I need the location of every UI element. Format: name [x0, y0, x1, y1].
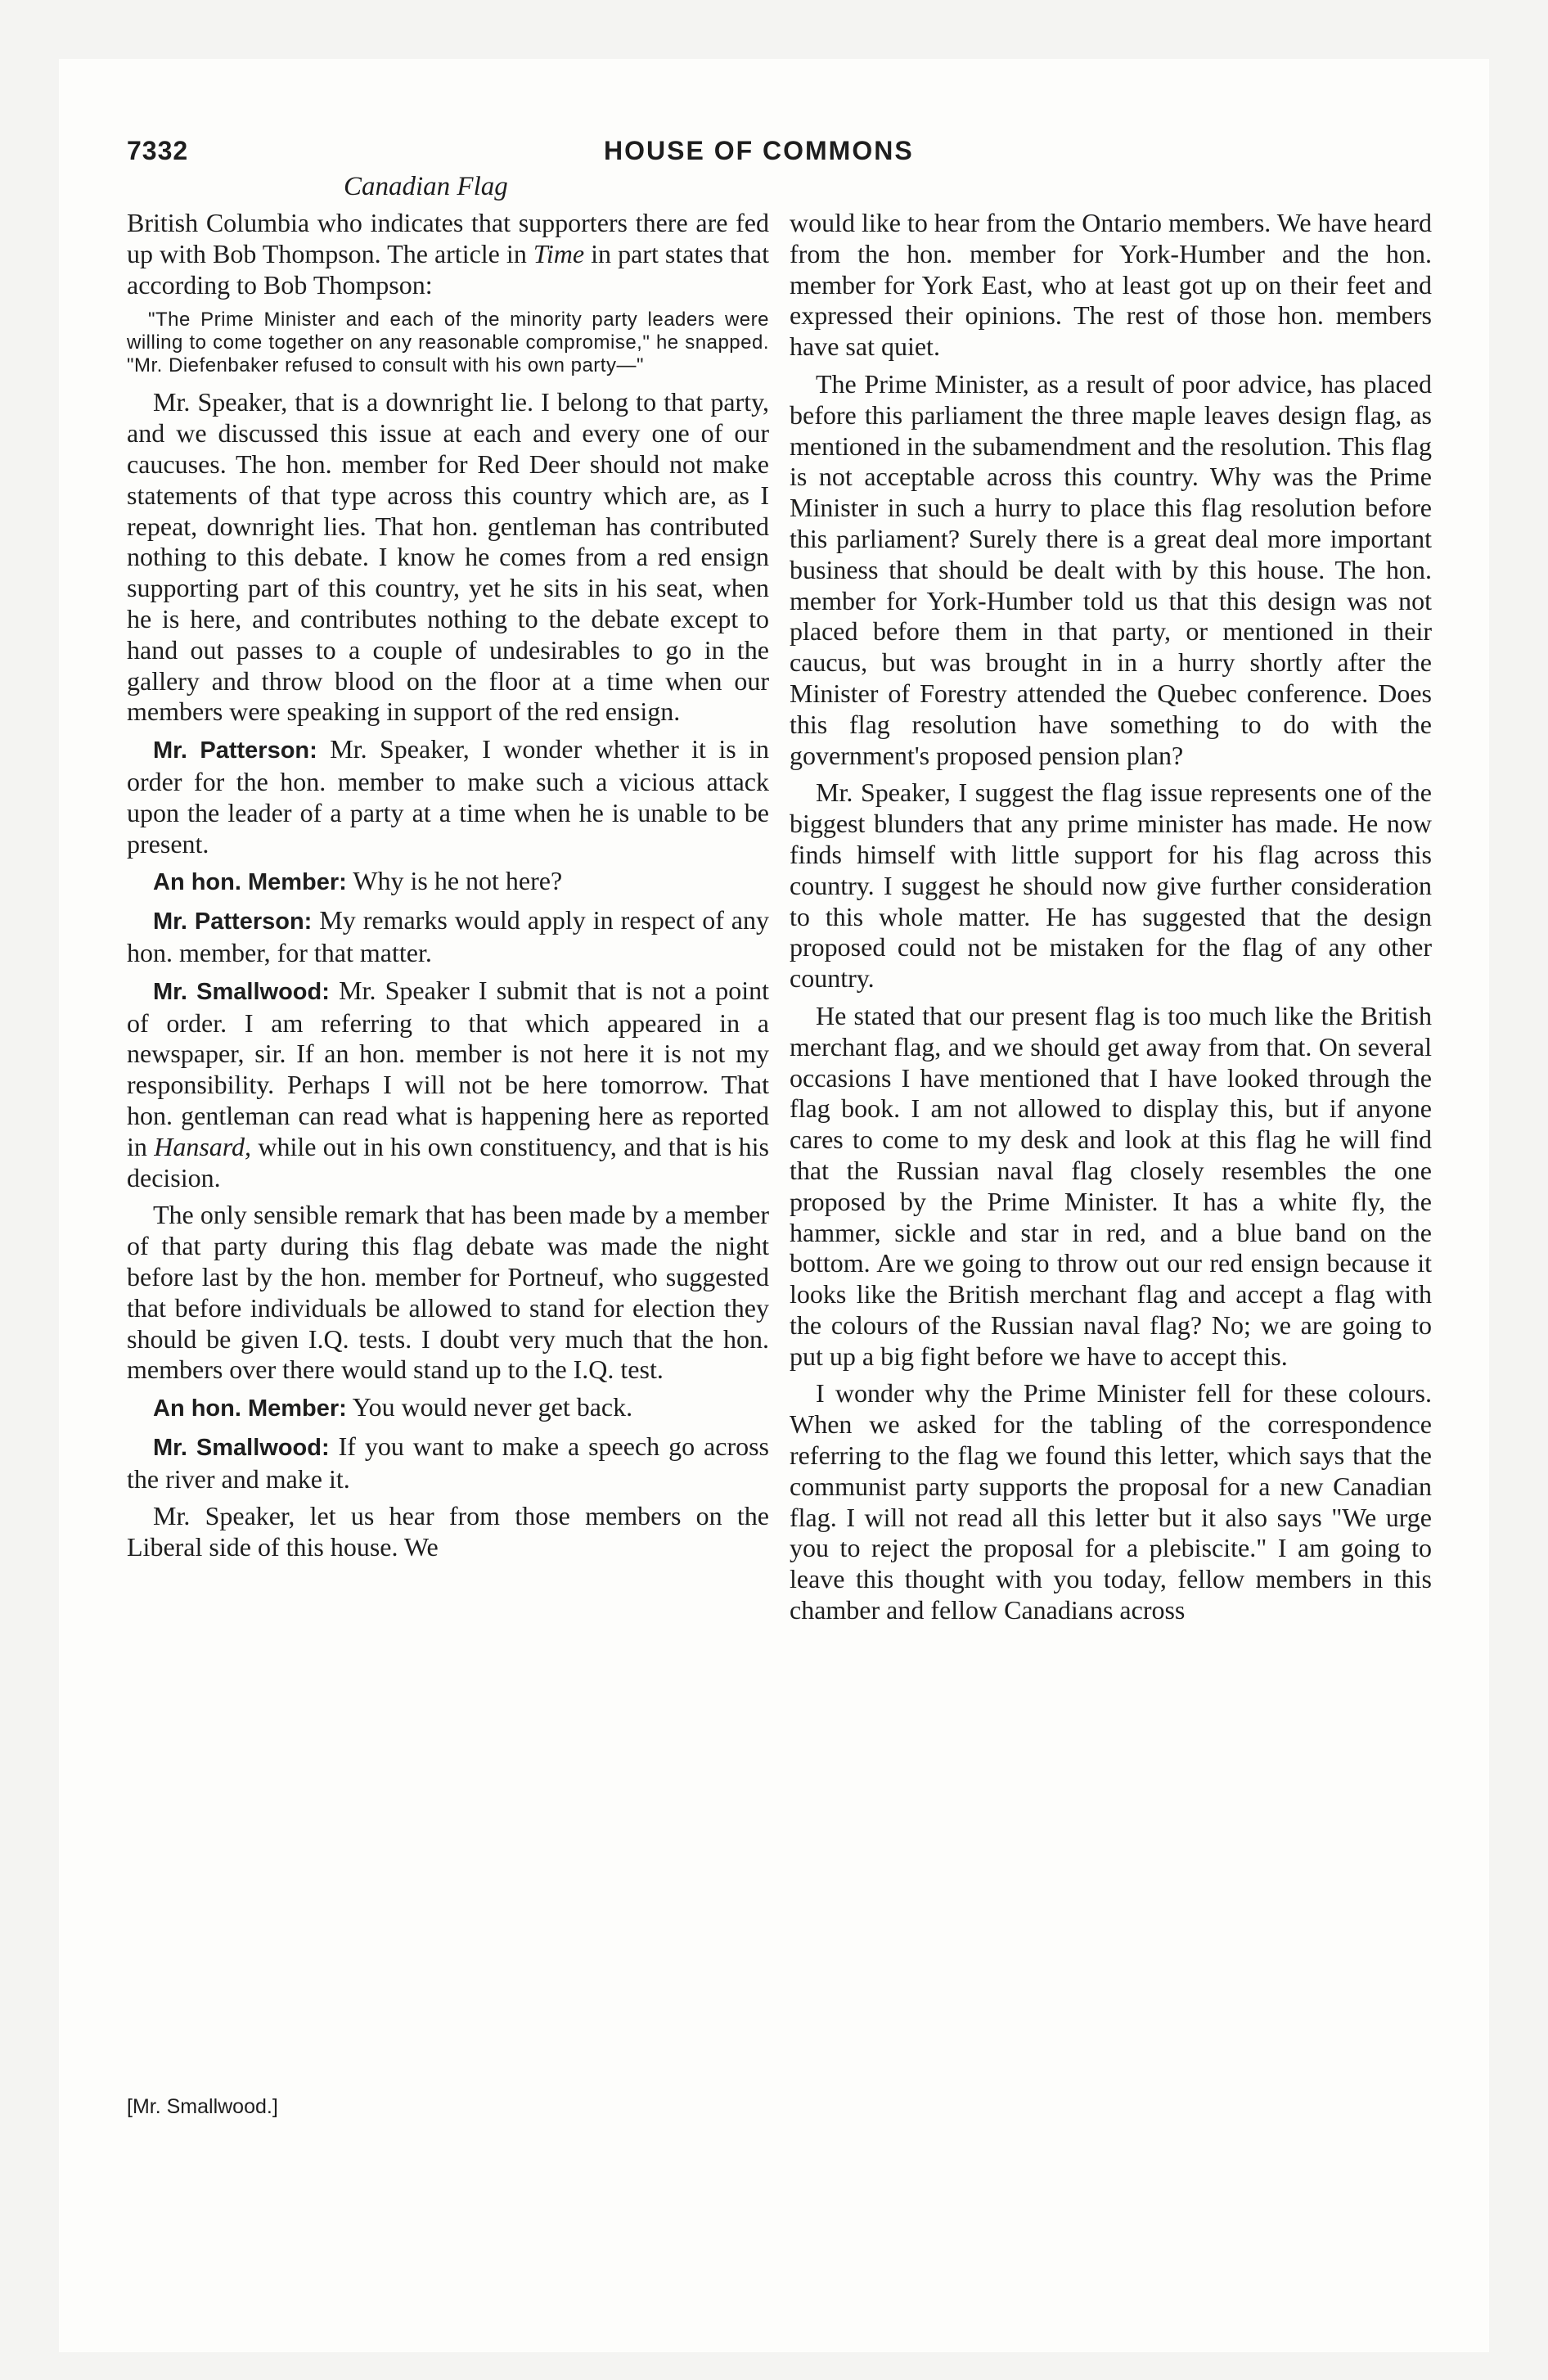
subject-heading: Canadian Flag — [344, 172, 508, 201]
speaker-name: Mr. Patterson: — [153, 737, 317, 764]
left-column — [127, 208, 769, 1563]
paragraph: He stated that our present flag is too much like the British merchant flag, and we should get away from that. On several occasions I have mentioned that I have looked through the flag book. I am not allowed to display this, but if anyone cares to come to my desk and look at this flag he will find that the Russian naval flag closely resembles the one proposed by the Prime Minister. It has a white fly, the hammer, sickle and star in red, and a blue band on the bottom. Are we going to throw out our red ensign because it looks like the British merchant flag and accept a flag with the colours of the Russian naval flag? No; we are going to put up a big fight before we have to accept this. — [790, 1000, 1432, 1371]
block-quote: "The Prime Minister and each of the minority party leaders were willing to come together on any reasonable compromise," he snapped. "Mr. Diefenbaker refused to consult with his own party—" — [127, 309, 769, 377]
speech-paragraph: Mr. Smallwood: If you want to make a speech go across the river and make it. — [127, 1431, 769, 1494]
paragraph: The only sensible remark that has been made by a member of that party during this flag debate was made the night before last by the hon. member for Portneuf, who suggested that before individuals be allowed to stand for election they should be given I.Q. tests. I doubt very much that the hon. members over there would stand up to the I.Q. test. — [127, 1200, 769, 1385]
paragraph: would like to hear from the Ontario members. We have heard from the hon. member for York-Humber and the hon. member for York East, who at least got up on their feet and expressed their opinions. The rest of those hon. members have sat quiet. — [790, 208, 1433, 362]
paragraph: I wonder why the Prime Minister fell for these colours. When we asked for the tabling of the correspondence referring to the flag we found this letter, which says that the communist party supports the proposal for a new Canadian flag. I will not read all this letter but it also says "We urge you to reject the proposal for a plebiscite." I am going to leave this thought with you today, fellow members in this chamber and fellow Canadians across — [790, 1378, 1432, 1625]
speech-paragraph: Mr. Smallwood: Mr. Speaker I submit that is not a point of order. I am referring to that which appeared in a newspaper, sir. If an hon. member is not here it is not my responsibility. Perhaps I will not be here tomorrow. That hon. gentleman can read what is happening here as reported in Hansard, while out in his own constituency, and that is his decision. — [127, 975, 770, 1192]
right-column — [790, 208, 1432, 1626]
speech-paragraph: An hon. Member: Why is he not here? — [153, 866, 563, 896]
speech-paragraph: Mr. Patterson: My remarks would apply in respect of any hon. member, for that matter. — [127, 905, 770, 967]
speaker-name: Mr. Smallwood: — [153, 1434, 330, 1461]
paragraph: Mr. Speaker, that is a downright lie. I belong to that party, and we discussed this issue at each and every one of our caucuses. The hon. member for Red Deer should not make statements of that type across this country which are, as I repeat, downright lies. That hon. gentleman has contributed nothing to this debate. I know he comes from a red ensign supporting part of this country, yet he sits in his seat, when he is here, and contributes nothing to the debate except to hand out passes to a couple of undesirables to go in the gallery and throw blood on the floor at a time when our members were speaking in support of the red ensign. — [127, 387, 769, 727]
paragraph: British Columbia who indicates that supporters there are fed up with Bob Thompson. The article in Time in part states that according to Bob Thompson: — [127, 208, 770, 300]
publication-title: HOUSE OF COMMONS — [604, 136, 914, 165]
speaker-name: Mr. Patterson: — [153, 908, 313, 935]
speech-paragraph: An hon. Member: You would never get back. — [153, 1392, 633, 1422]
speech-paragraph: Mr. Patterson: Mr. Speaker, I wonder whether it is in order for the hon. member to make such a vicious attack upon the leader of a party at a time when he is unable to be present. — [127, 734, 769, 859]
speaker-name: Mr. Smallwood: — [153, 978, 330, 1005]
paragraph: The Prime Minister, as a result of poor advice, has placed before this parliament the three maple leaves design flag, as mentioned in the subamendment and the resolution. This flag is not acceptable across this country. Why was the Prime Minister in such a hurry to place this flag resolution before this parliament? Surely there is a great deal more important business that should be dealt with by this house. The hon. member for York-Humber told us that this design was not placed before them in that party, or mentioned in their caucus, but was brought in in a hurry shortly after the Minister of Forestry attended the Quebec conference. Does this flag resolution have something to do with the government's proposed pension plan? — [790, 368, 1432, 770]
paragraph: Mr. Speaker, I suggest the flag issue represents one of the biggest blunders that any prime minister has made. He now finds himself with little support for his flag across this country. I suggest he should now give further consideration to this whole matter. He has suggested that the design proposed could not be mistaken for the flag of any other country. — [790, 778, 1432, 994]
speaker-footer: [Mr. Smallwood.] — [127, 2095, 278, 2118]
speaker-name: An hon. Member: — [153, 869, 347, 896]
paragraph: Mr. Speaker, let us hear from those members on the Liberal side of this house. We — [127, 1501, 769, 1562]
speaker-name: An hon. Member: — [153, 1395, 347, 1422]
page-number: 7332 — [127, 136, 189, 165]
